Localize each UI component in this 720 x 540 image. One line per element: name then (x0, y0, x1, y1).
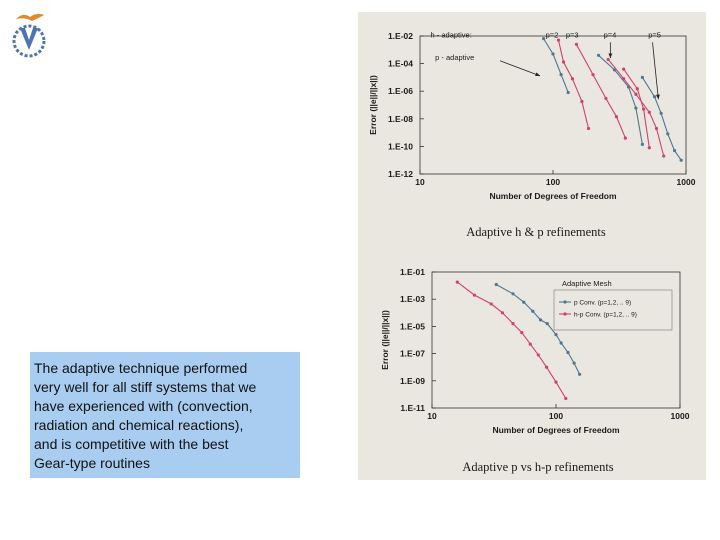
data-point (545, 366, 548, 369)
data-point (571, 77, 574, 80)
legend-marker (563, 300, 566, 303)
data-point (567, 91, 570, 94)
university-logo (8, 10, 52, 62)
data-point (546, 322, 549, 325)
x-tick-label: 10 (427, 411, 437, 421)
data-point (566, 351, 569, 354)
y-tick-label: 1.E-10 (387, 141, 413, 152)
y-tick-label: 1.E-06 (387, 86, 413, 97)
data-point (511, 322, 514, 325)
scanned-figure (358, 12, 706, 480)
data-point (660, 112, 663, 115)
chart-annotation: p=3 (565, 30, 579, 40)
data-point (604, 97, 607, 100)
data-point (615, 115, 618, 118)
data-point (539, 318, 542, 321)
data-point (636, 87, 639, 90)
y-tick-label: 1.E-03 (399, 294, 425, 305)
chart-annotation: p=4 (603, 30, 617, 40)
data-point (578, 373, 581, 376)
summary-text: The adaptive technique performed very well for all stiff systems that we have experienced with (convection, radiation and chemical reactions), and is competitive with the best Gear-type routines (34, 360, 257, 471)
data-point (648, 111, 651, 114)
data-point (662, 154, 665, 157)
data-point (607, 58, 610, 61)
data-point (562, 60, 565, 63)
data-point (473, 294, 476, 297)
chart-annotation: p - adaptive (435, 53, 475, 63)
x-axis-label: Number of Degrees of Freedom (489, 191, 617, 201)
chart-caption: Adaptive p vs h-p refinements (462, 460, 614, 474)
data-point (680, 159, 683, 162)
y-axis-label: Error (||e||/||x||) (368, 75, 378, 135)
data-point (529, 342, 532, 345)
logo-flame-icon (16, 14, 44, 21)
data-point (642, 108, 645, 111)
summary-textbox (30, 352, 300, 478)
legend-marker (563, 312, 566, 315)
y-tick-label: 1.E-11 (400, 403, 425, 413)
data-point (554, 333, 557, 336)
y-tick-label: 1.E-08 (387, 113, 413, 124)
data-point (575, 43, 578, 46)
data-point (522, 301, 525, 304)
data-point (501, 311, 504, 314)
chart-annotation: p=2 (545, 30, 559, 40)
data-point (634, 106, 637, 109)
data-point (495, 283, 498, 286)
data-point (587, 127, 590, 130)
chart-annotation: p=5 (648, 30, 661, 40)
data-point (490, 302, 493, 305)
data-point (655, 127, 658, 130)
y-tick-label: 1.E-01 (399, 267, 425, 277)
data-point (554, 381, 557, 384)
y-tick-label: 1.E-02 (387, 31, 413, 41)
data-point (673, 149, 676, 152)
data-point (531, 310, 534, 313)
data-point (597, 54, 600, 57)
data-point (653, 95, 656, 98)
data-point (573, 362, 576, 365)
data-point (559, 73, 562, 76)
chart-annotation: h - adaptive: (430, 30, 472, 40)
y-tick-label: 1.E-07 (399, 348, 425, 359)
data-point (641, 76, 644, 79)
x-tick-label: 10 (415, 177, 425, 187)
chart-caption: Adaptive h & p refinements (466, 225, 606, 239)
legend-label: h-p Conv. (p=1,2, .. 9) (574, 311, 637, 319)
y-tick-label: 1.E-09 (399, 375, 425, 386)
data-point (641, 143, 644, 146)
data-point (624, 136, 627, 139)
x-tick-label: 1000 (670, 411, 690, 421)
x-axis-label: Number of Degrees of Freedom (492, 425, 620, 435)
data-point (520, 331, 523, 334)
legend-title: Adaptive Mesh (562, 279, 612, 288)
data-point (456, 281, 459, 284)
x-tick-label: 100 (548, 411, 564, 421)
data-point (622, 67, 625, 70)
logo-v-icon (20, 28, 38, 50)
y-tick-label: 1.E-05 (399, 321, 425, 332)
legend-label: p Conv. (p=1,2, .. 9) (574, 299, 632, 307)
university-logo-icon (8, 10, 52, 62)
x-tick-label: 100 (545, 177, 561, 187)
data-point (591, 73, 594, 76)
x-tick-label: 1000 (676, 177, 696, 187)
y-tick-label: 1.E-04 (387, 58, 413, 69)
data-point (564, 397, 567, 400)
data-point (560, 341, 563, 344)
data-point (666, 132, 669, 135)
data-point (511, 292, 514, 295)
data-point (551, 52, 554, 55)
y-axis-label: Error (||e||/||x||) (380, 310, 390, 370)
data-point (537, 353, 540, 356)
data-point (622, 77, 625, 80)
y-tick-label: 1.E-12 (387, 169, 413, 179)
data-point (634, 93, 637, 96)
data-point (648, 146, 651, 149)
data-point (580, 100, 583, 103)
